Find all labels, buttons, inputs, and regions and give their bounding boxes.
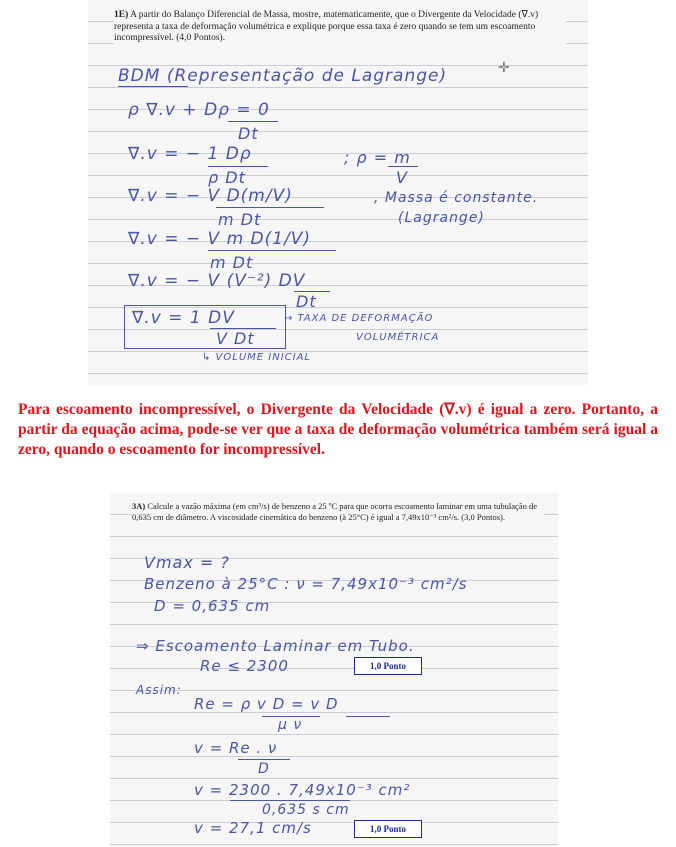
score-badge-2: 1,0 Ponto [354,820,422,838]
hw-1e-note-3: ↳ VOLUME INICIAL [202,352,312,363]
hw-1e-line-2-side: ; ρ = m [344,148,411,167]
hw-1e-line-3-note: , Massa é constante. [374,190,539,206]
question-3-text [132,501,544,522]
hw-1e-line-6: ∇.v = 1 DV [132,308,235,328]
crosshair-cursor-icon: ✛ [498,61,510,76]
hw-3a-line-7: Re = ρ v D = v D [194,695,339,713]
hw-3a-line-3: D = 0,635 cm [154,597,271,615]
hw-3a-line-7-denominator: μ ν [278,717,303,733]
question-1-sheet [88,0,588,385]
hw-3a-line-6: Assim: [136,683,182,697]
hw-3a-line-10: v = 27,1 cm/s [194,819,312,837]
hw-1e-line-3-fraction [216,207,324,208]
question-3-number: 3A) [132,501,146,511]
hw-3a-line-5: Re ≤ 2300 [200,657,289,675]
hw-1e-line-2-fraction [208,166,268,167]
hw-3a-line-4: ⇒ Escoamento Laminar em Tubo. [136,637,415,655]
hw-1e-line-4: ∇.v = − V m D(1/V) [128,229,312,249]
hw-3a-line-2: Benzeno à 25°C : ν = 7,49x10⁻³ cm²/s [144,575,468,593]
question-3-body: Calcule a vazão máxima (em cm³/s) de benzeno a 25 ºC para que ocorra escoamento laminar em uma tubulação de 0,635 cm de diâmetro. A viscosidade cinemática do benzeno (à 25°C) é igual a 7,49x10⁻³ cm²/s. (3,0 Pontos). [132,501,538,522]
answer-text: Para escoamento incompressível, o Divergente da Velocidade (∇.v) é igual a zero. Portanto, a partir da equação acima, pode-se ver que a taxa de deformação volumétrica também será igual a zero, quando o escoamento for incompressível. [18,401,658,458]
hw-1e-line-1-fraction [228,121,278,122]
hw-1e-line-3-note-2: (Lagrange) [398,210,485,226]
hw-1e-line-2-denominator: ρ Dt [208,168,246,187]
hw-3a-line-9: v = 2300 . 7,49x10⁻³ cm² [194,781,411,799]
hw-3a-line-7-fraction-2 [346,716,390,717]
hw-1e-line-3-denominator: m Dt [218,210,262,229]
hw-3a-line-8-denominator: D [258,761,270,777]
hw-1e-line-5: ∇.v = − V (V⁻²) DV [128,271,306,291]
hw-1e-line-2-side-fraction [388,166,418,167]
hw-1e-line-1-denominator: Dt [238,124,259,143]
hw-1e-line-2: ∇.v = − 1 Dρ [128,144,252,164]
hw-title-underline [118,86,188,87]
hw-3a-line-8-fraction [238,759,290,760]
hw-3a-line-9-denominator: 0,635 s cm [262,802,350,818]
hw-1e-line-3: ∇.v = − V D(m/V) [128,186,293,206]
hw-3a-line-9-fraction [230,800,350,801]
question-3-sheet [110,493,558,847]
hw-1e-line-1: ρ ∇.v + Dρ = 0 [128,100,270,120]
question-1-text [114,10,566,45]
hw-1e-note-1: → TAXA DE DEFORMAÇÃO [284,313,434,324]
hw-3a-line-8: v = Re . ν [194,739,278,757]
hw-3a-line-1: Vmax = ? [144,553,230,572]
hw-1e-line-4-fraction [208,250,336,251]
hw-1e-line-4-denominator: m Dt [210,253,254,272]
hw-1e-note-2: VOLUMÉTRICA [356,332,440,343]
question-1-body: A partir do Balanço Diferencial de Massa, mostre, matematicamente, que o Divergente da Velocidade (∇.v) representa a taxa de deformação volumétrica e explique porque essa taxa é zero quando se tem um escoamento incompressível. (4,0 Pontos). [114,10,539,43]
score-badge-1: 1,0 Ponto [354,657,422,675]
hw-1e-line-5-denominator: Dt [296,292,317,311]
question-1-number: 1E) [114,10,129,20]
hw-title: BDM (Representação de Lagrange) [118,66,448,86]
hw-1e-line-2-side-denominator: V [396,168,408,187]
hw-1e-line-6-denominator: V Dt [216,329,255,348]
